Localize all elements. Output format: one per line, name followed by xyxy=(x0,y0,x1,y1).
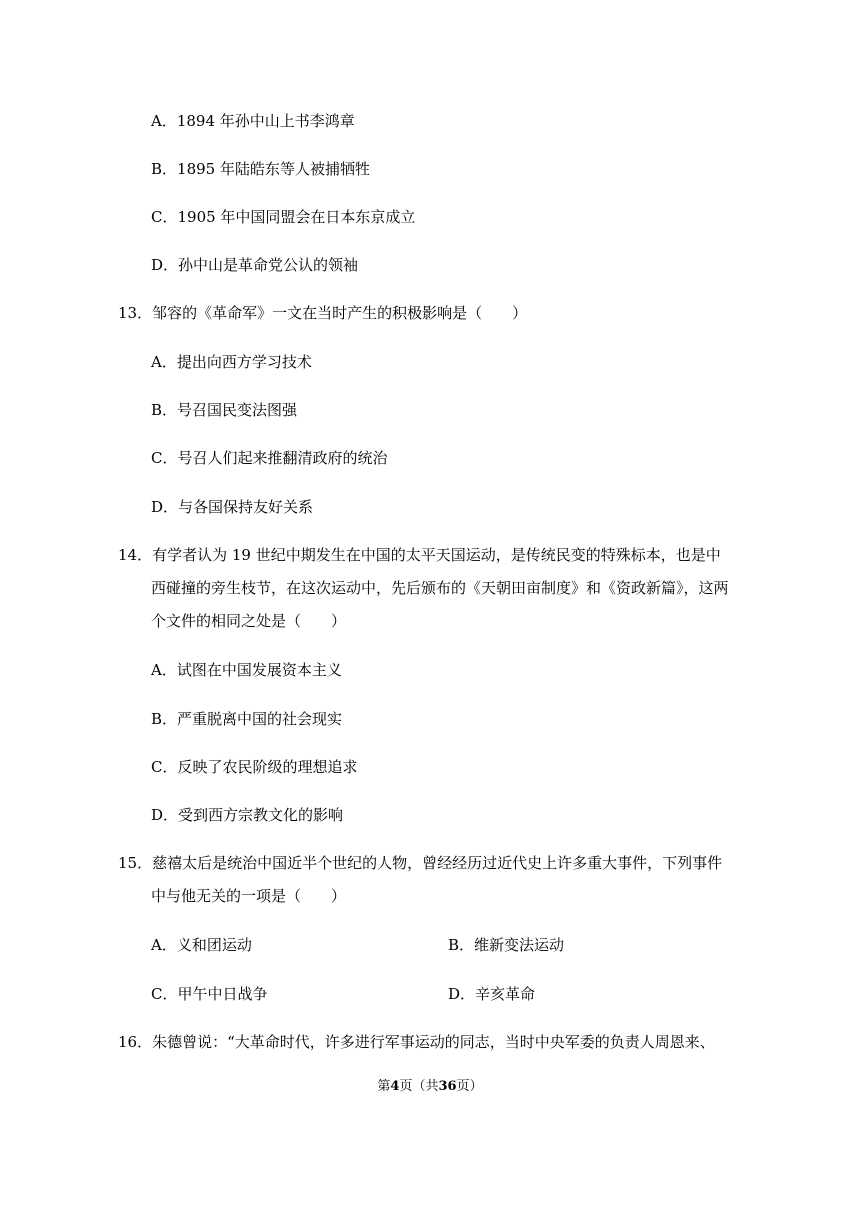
q13-option-d: D．与各国保持友好关系 xyxy=(151,498,314,516)
question-14-stem-line3: 个文件的相同之处是（ ） xyxy=(151,612,347,630)
footer-suffix: 页） xyxy=(456,1079,483,1094)
question-15-stem-line2: 中与他无关的一项是（ ） xyxy=(151,887,347,905)
option-b: B．1895 年陆皓东等人被捕牺牲 xyxy=(151,160,370,178)
q13-option-a: A．提出向西方学习技术 xyxy=(151,353,312,371)
q13-option-c: C．号召人们起来推翻清政府的统治 xyxy=(151,449,388,467)
question-14-stem-line1: 14．有学者认为 19 世纪中期发生在中国的太平天国运动，是传统民变的特殊标本，也是中 xyxy=(118,546,721,564)
question-16-stem-line1: 16．朱德曾说：“大革命时代，许多进行军事运动的同志，当时中央军委的负责人周恩来、 xyxy=(118,1033,715,1051)
q14-option-d: D．受到西方宗教文化的影响 xyxy=(151,806,344,824)
footer-middle: 页（共 xyxy=(399,1079,439,1094)
q15-option-d: D．辛亥革命 xyxy=(448,985,536,1003)
footer-page-number: 4 xyxy=(390,1079,400,1094)
option-a: A．1894 年孙中山上书李鸿章 xyxy=(151,112,355,130)
page-footer xyxy=(0,1078,860,1096)
option-d: D．孙中山是革命党公认的领袖 xyxy=(151,256,359,274)
q14-option-c: C．反映了农民阶级的理想追求 xyxy=(151,758,358,776)
option-c: C．1905 年中国同盟会在日本东京成立 xyxy=(151,208,416,226)
q14-option-b: B．严重脱离中国的社会现实 xyxy=(151,710,343,728)
q14-option-a: A．试图在中国发展资本主义 xyxy=(151,661,342,679)
q13-option-b: B．号召国民变法图强 xyxy=(151,401,298,419)
question-13-stem: 13．邹容的《革命军》一文在当时产生的积极影响是（ ） xyxy=(118,304,528,322)
q15-option-a: A．义和团运动 xyxy=(151,936,252,954)
footer-prefix: 第 xyxy=(377,1079,391,1094)
question-15-stem-line1: 15．慈禧太后是统治中国近半个世纪的人物，曾经经历过近代史上许多重大事件，下列事件 xyxy=(118,854,723,872)
footer-total-pages: 36 xyxy=(438,1079,457,1094)
q15-option-c: C．甲午中日战争 xyxy=(151,985,268,1003)
question-14-stem-line2: 西碰撞的旁生枝节，在这次运动中，先后颁布的《天朝田亩制度》和《资政新篇》，这两 xyxy=(151,579,729,597)
q15-option-b: B．维新变法运动 xyxy=(448,936,565,954)
